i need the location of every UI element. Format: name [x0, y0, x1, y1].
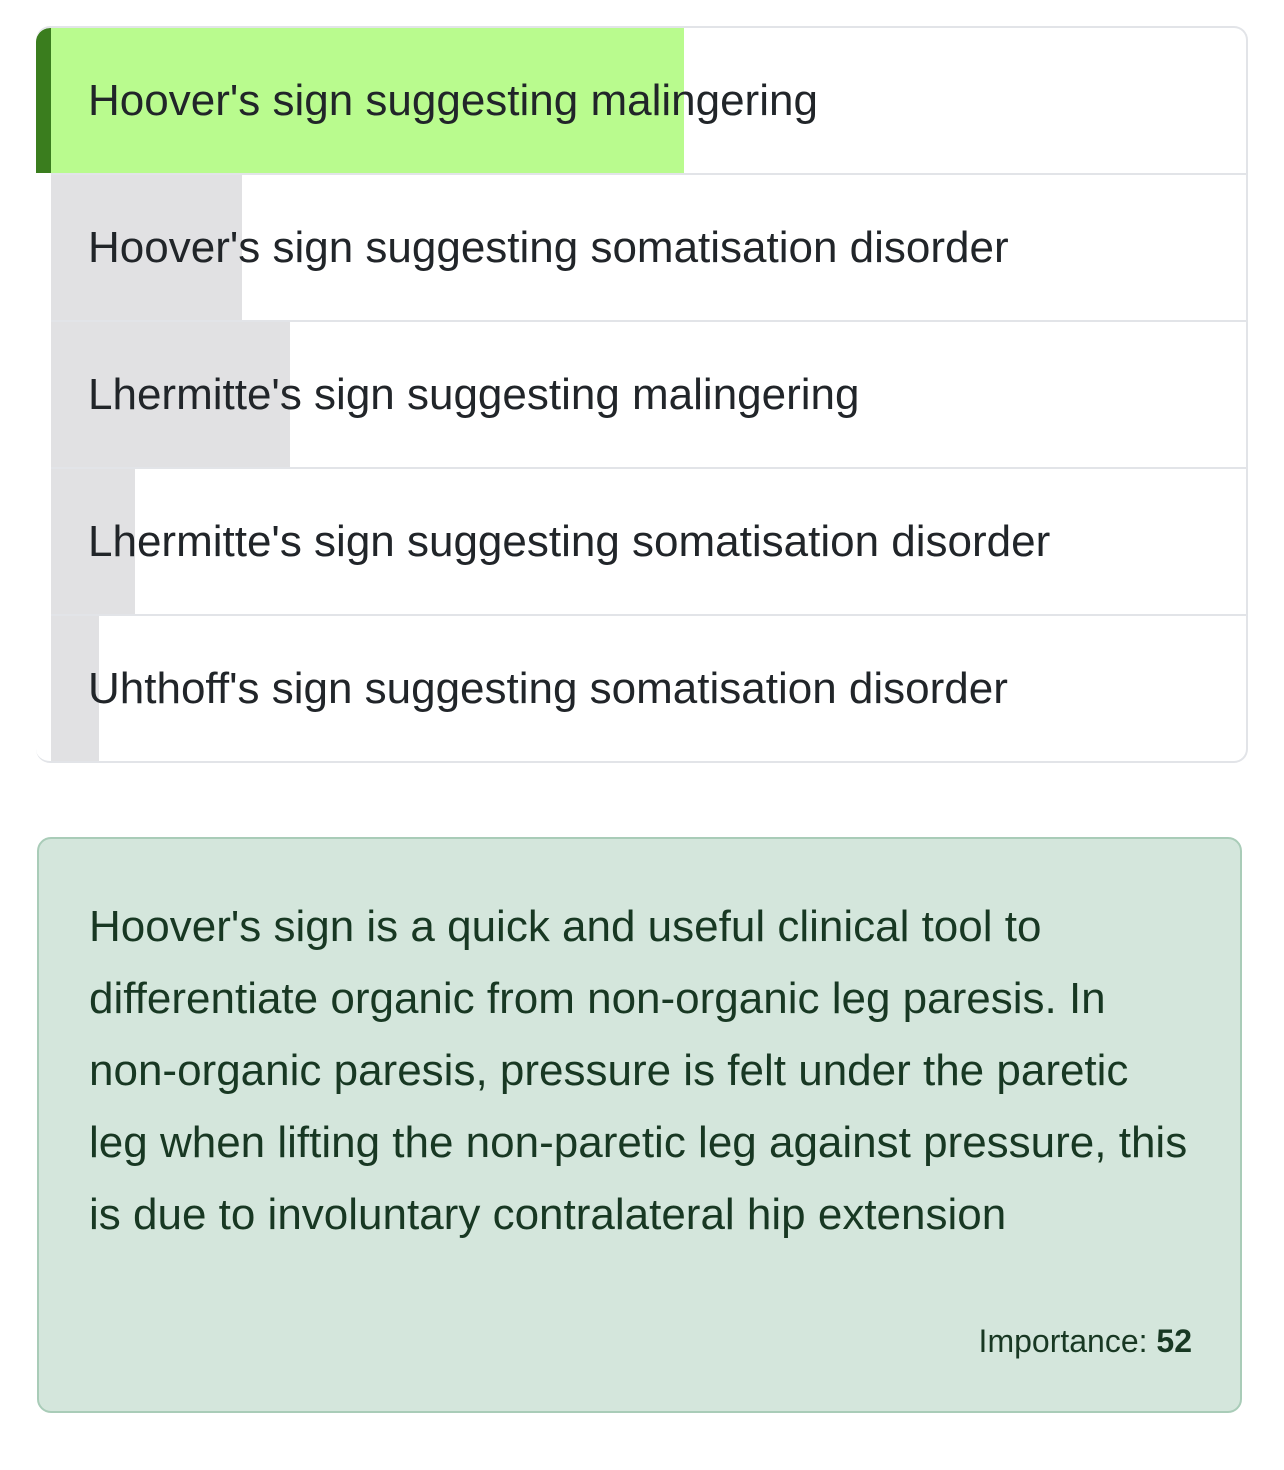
answer-label: Lhermitte's sign suggesting somatisation disorder — [88, 517, 1051, 566]
explanation-text: Hoover's sign is a quick and useful clinical tool to differentiate organic from non-organic leg paresis. In non-organic paresis, pressure is felt under the paretic leg when lifting the non-paretic leg against pressure, this is due to involuntary contralateral hip extension — [89, 902, 1188, 1239]
importance-value: 52 — [1156, 1323, 1192, 1359]
importance-label: Importance: — [978, 1323, 1148, 1359]
answer-option[interactable] — [51, 614, 1246, 761]
answer-label: Hoover's sign suggesting malingering — [88, 76, 818, 125]
answer-label: Lhermitte's sign suggesting malingering — [88, 370, 860, 419]
importance — [979, 1323, 1192, 1360]
answer-option[interactable] — [51, 173, 1246, 320]
answer-option[interactable] — [36, 28, 1246, 173]
answer-label: Uhthoff's sign suggesting somatisation disorder — [88, 664, 1008, 713]
explanation-panel — [37, 837, 1242, 1413]
answer-label: Hoover's sign suggesting somatisation disorder — [88, 223, 1009, 272]
answer-option[interactable] — [51, 320, 1246, 467]
answer-option[interactable] — [51, 467, 1246, 614]
answer-list — [36, 26, 1248, 763]
